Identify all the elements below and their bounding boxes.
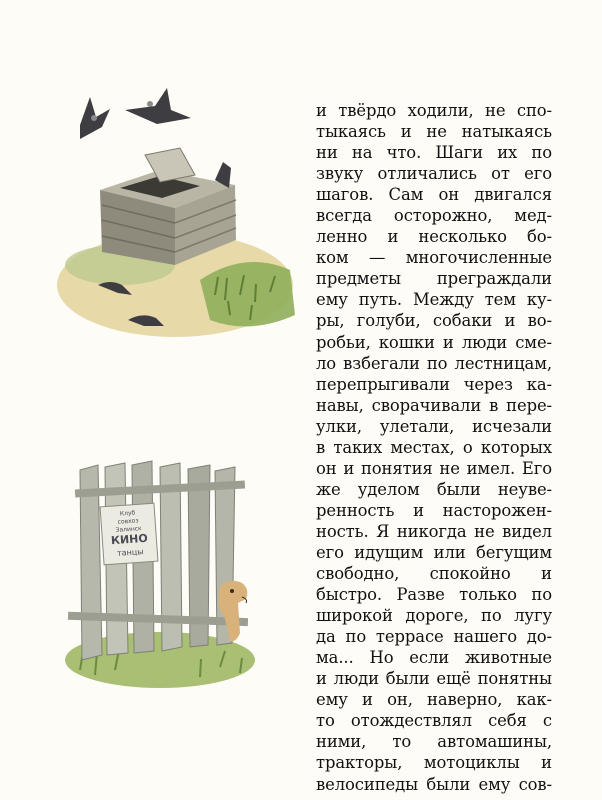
text-line: и люди были ещё понятны — [316, 669, 552, 689]
fence-dog-illustration — [60, 455, 260, 705]
text-line: он и понятия не имел. Его — [316, 458, 552, 478]
poster-line-5: танцы — [116, 547, 144, 558]
text-line: ность. Я никогда не видел — [316, 521, 552, 541]
text-line: и твёрдо ходили, не спо- — [316, 101, 552, 120]
text-line: ло взбегали по лестницам, — [316, 353, 552, 373]
text-line: перепрыгивали через ка- — [316, 374, 552, 394]
text-line: навы, сворачивали в пере- — [316, 395, 552, 415]
text-line: всегда осторожно, мед- — [316, 206, 552, 226]
crow-flying-2 — [125, 88, 191, 124]
text-line: предметы преграждали — [316, 269, 552, 289]
text-line: тракторы, мотоциклы и — [316, 753, 552, 773]
text-line: да по террасе нашего до- — [316, 627, 552, 647]
text-line: ком — многочисленные — [316, 248, 552, 268]
poster-line-1: Клуб — [119, 509, 136, 518]
text-line: ма... Но если животные — [316, 648, 552, 668]
text-line: широкой дороге, по лугу — [316, 606, 552, 626]
text-line: быстро. Разве только по — [316, 585, 552, 605]
text-line: его идущим или бегущим — [316, 542, 552, 562]
poster-line-3: Залинск — [115, 525, 142, 534]
poster-line-2: совхоз — [117, 517, 139, 526]
text-line: ленно и несколько бо- — [316, 227, 552, 247]
text-line: в таких местах, о которых — [316, 437, 552, 457]
text-line: ры, голуби, собаки и во- — [316, 311, 552, 331]
text-line: ними, то автомашины, — [316, 732, 552, 752]
text-line: свободно, спокойно и — [316, 564, 552, 584]
crow-box-illustration — [50, 80, 300, 350]
text-line: ренность и насторожен- — [316, 500, 552, 520]
wooden-box — [100, 148, 236, 265]
text-line: ему и он, наверно, как- — [316, 690, 552, 710]
text-line: робьи, кошки и люди сме- — [316, 332, 552, 352]
text-line: же уделом были неуве- — [316, 479, 552, 499]
text-line: тыкаясь и не натыкаясь — [316, 122, 552, 142]
poster-line-4: КИНО — [110, 531, 149, 548]
text-line: то отождествлял себя с — [316, 711, 552, 731]
text-line: улки, улетали, исчезали — [316, 416, 552, 436]
text-line: шагов. Сам он двигался — [316, 185, 552, 205]
text-line: велосипеды были ему сов- — [316, 774, 552, 794]
body-text — [316, 100, 552, 795]
text-line: ему путь. Между тем ку- — [316, 290, 552, 310]
text-line: звуку отличались от его — [316, 164, 552, 184]
text-line: ни на что. Шаги их по — [316, 143, 552, 163]
